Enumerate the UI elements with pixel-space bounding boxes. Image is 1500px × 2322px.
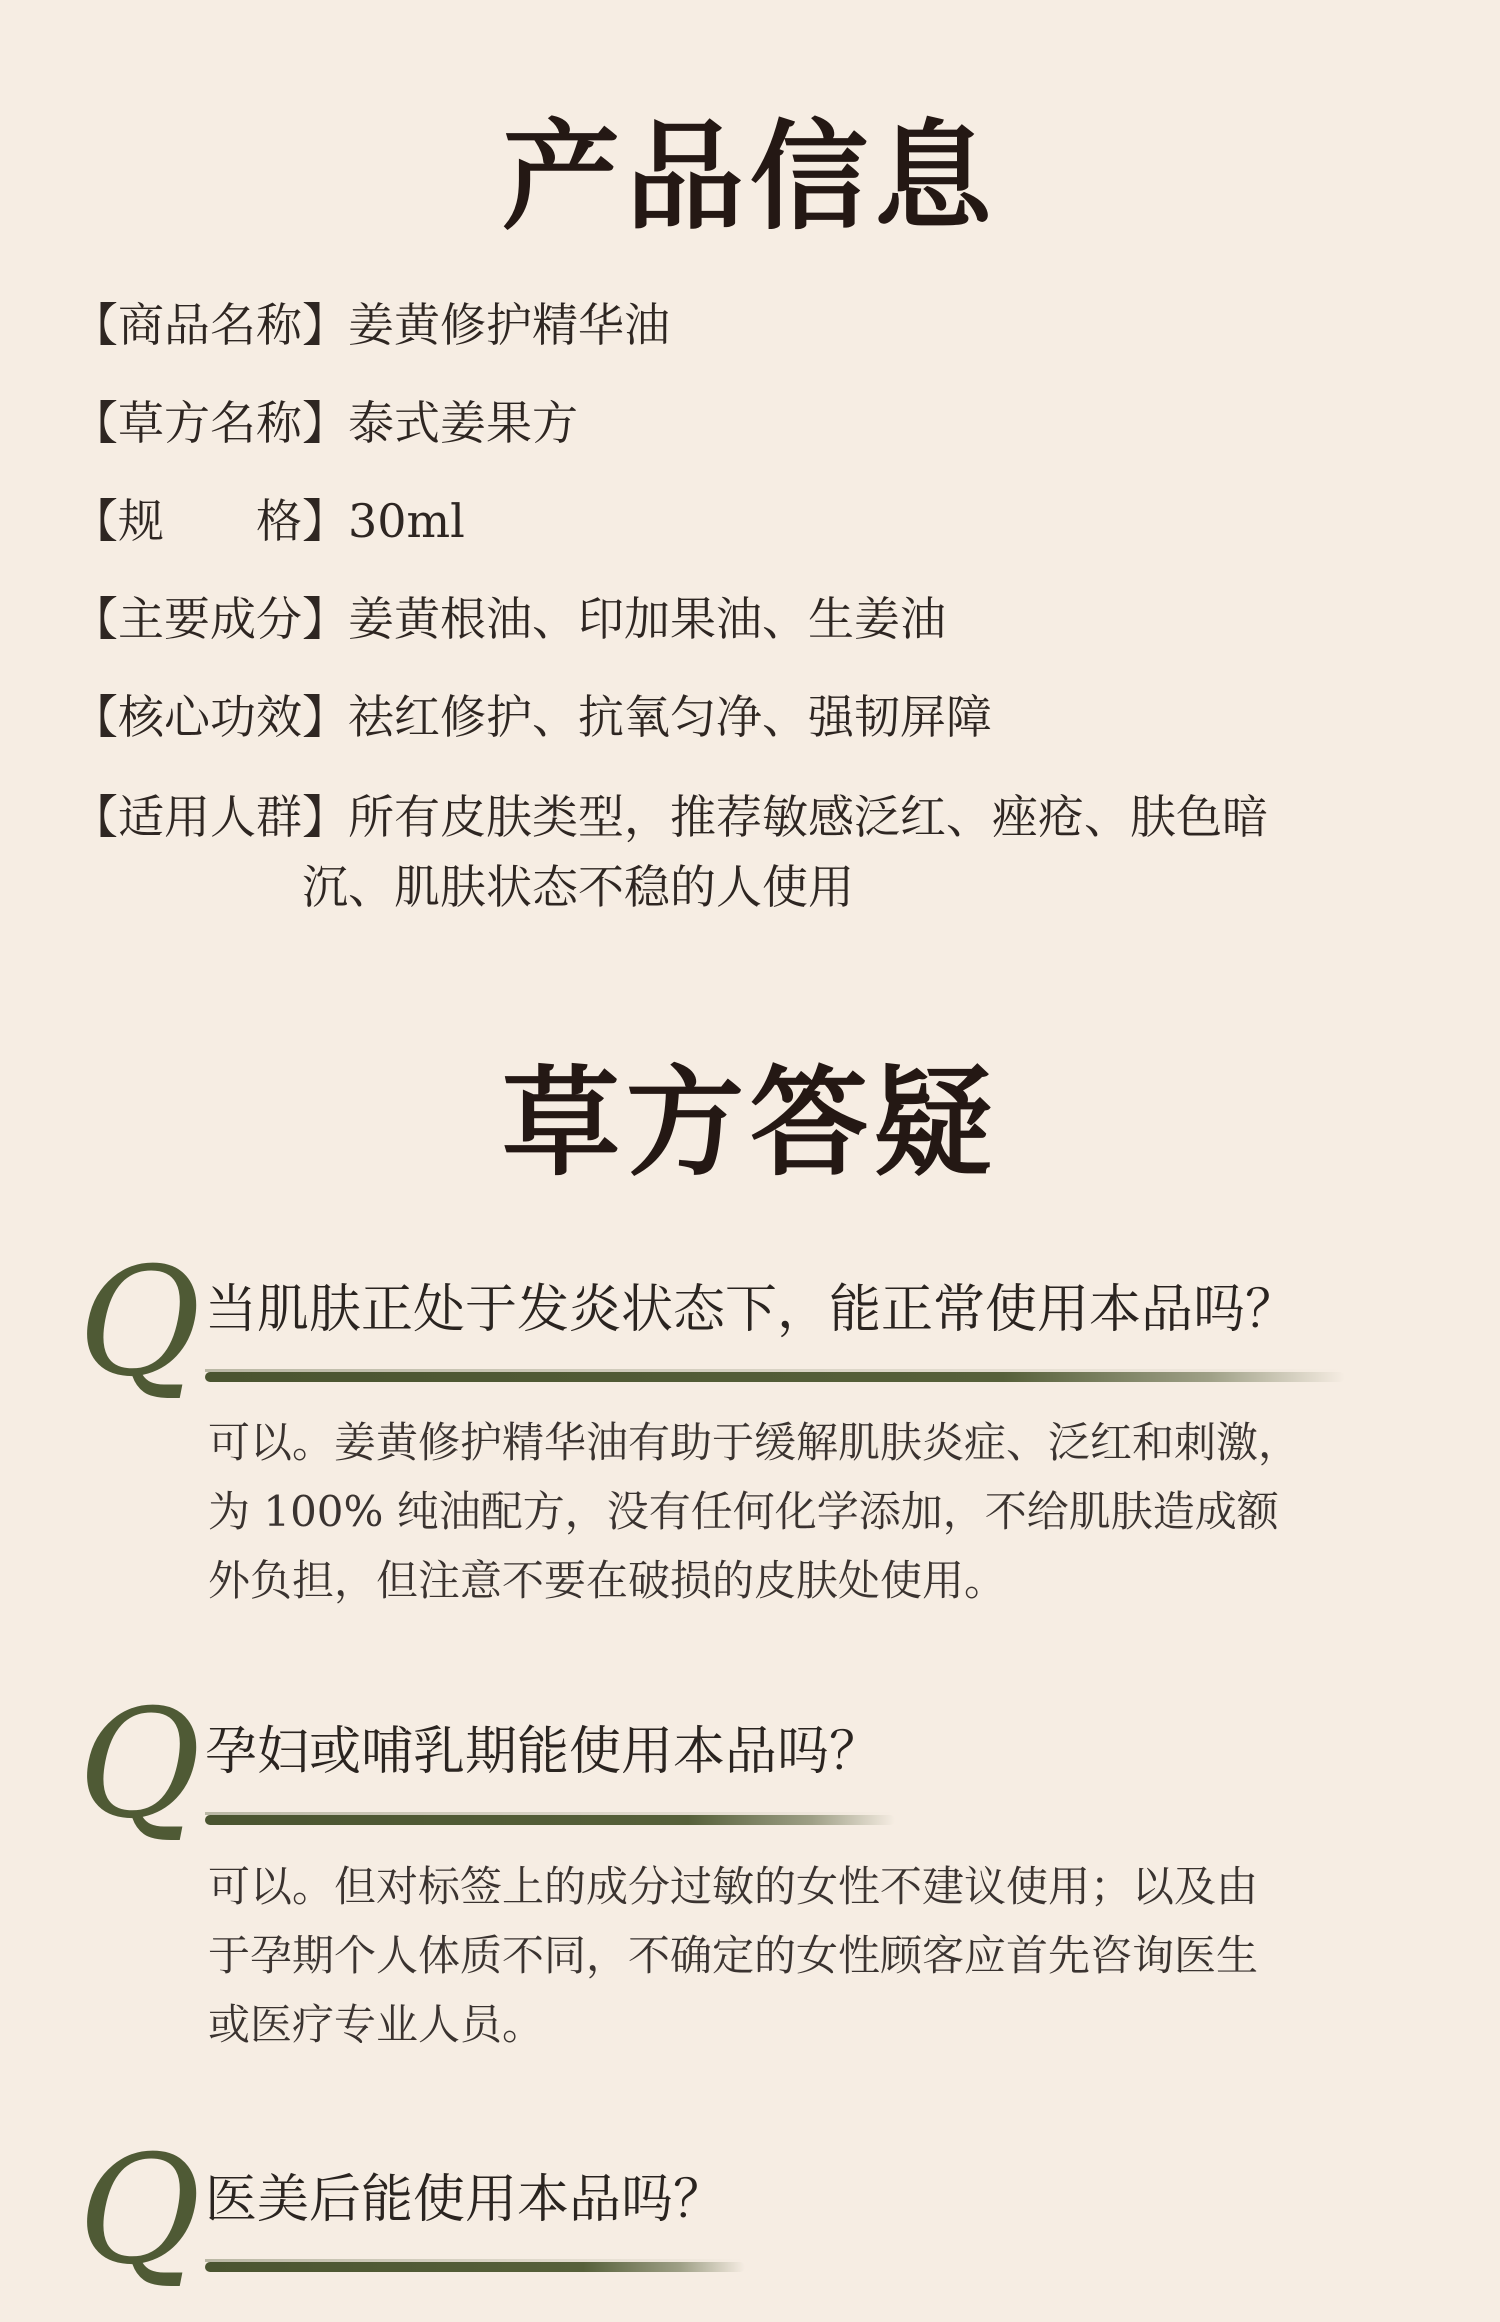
info-value: 所有皮肤类型，推荐敏感泛红、痤疮、肤色暗 <box>348 790 1268 844</box>
info-row-target-users <box>72 782 1268 852</box>
info-value: 祛红修护、抗氧匀净、强韧屏障 <box>348 690 992 744</box>
answer-line: 外负担，但注意不要在破损的皮肤处使用。 <box>208 1556 1007 1605</box>
info-row-herbal-formula <box>72 388 578 458</box>
faq-question-3: 医美后能使用本品吗？ <box>205 2170 726 2230</box>
info-value: 姜黄修护精华油 <box>348 298 670 352</box>
brush-divider <box>205 1372 1345 1382</box>
info-row-specification <box>72 486 465 556</box>
info-label: 【草方名称】 <box>72 396 348 450</box>
faq-question-1: 当肌肤正处于发炎状态下，能正常使用本品吗？ <box>205 1280 1298 1340</box>
info-row-core-effects <box>72 682 992 752</box>
info-label: 【规 格】 <box>72 494 348 548</box>
info-label: 【适用人群】 <box>72 790 348 844</box>
brush-divider <box>205 1815 895 1825</box>
info-label: 【主要成分】 <box>72 592 348 646</box>
info-row-main-ingredients <box>72 584 946 654</box>
info-value: 泰式姜果方 <box>348 396 578 450</box>
product-info-title: 产品信息 <box>501 107 998 246</box>
answer-line: 或医疗专业人员。 <box>208 2000 545 2049</box>
info-row-target-users-continuation: 沉、肌肤状态不稳的人使用 <box>302 860 854 914</box>
info-label: 【核心功效】 <box>72 690 348 744</box>
faq-title: 草方答疑 <box>501 1053 998 1192</box>
info-label: 【商品名称】 <box>72 298 348 352</box>
answer-line: 于孕期个人体质不同，不确定的女性顾客应首先咨询医生 <box>208 1931 1259 1980</box>
faq-answer-1 <box>208 1408 1388 1615</box>
info-value: 30ml <box>348 494 465 548</box>
q-letter-icon: Q <box>78 2124 201 2298</box>
answer-line: 可以。但对标签上的成分过敏的女性不建议使用；以及由 <box>208 1862 1259 1911</box>
answer-line: 可以。姜黄修护精华油有助于缓解肌肤炎症、泛红和刺激， <box>208 1418 1301 1467</box>
info-value: 姜黄根油、印加果油、生姜油 <box>348 592 946 646</box>
faq-question-2: 孕妇或哺乳期能使用本品吗？ <box>205 1722 882 1782</box>
info-row-product-name <box>72 290 670 360</box>
answer-line: 为 100% 纯油配方，没有任何化学添加，不给肌肤造成额 <box>208 1487 1279 1536</box>
brush-divider <box>205 2262 745 2272</box>
q-letter-icon: Q <box>78 1678 201 1852</box>
q-letter-icon: Q <box>78 1236 201 1410</box>
faq-answer-2 <box>208 1852 1388 2059</box>
